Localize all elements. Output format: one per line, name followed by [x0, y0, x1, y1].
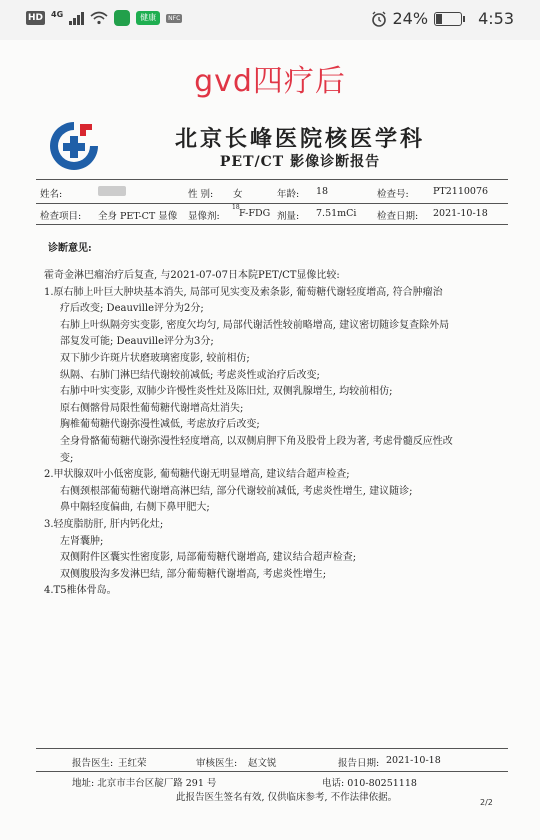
diagnosis-line: 4.T5椎体骨岛。 [44, 585, 117, 597]
diagnosis-line: 双侧附件区囊实性密度影, 局部葡萄糖代谢增高, 建议结合超声检查; [60, 552, 357, 564]
reporter-label: 报告医生: [72, 758, 114, 769]
sex-label: 性 别: [188, 189, 214, 200]
check-no-value: PT2110076 [433, 186, 489, 197]
agent-value: F-FDG [239, 208, 271, 219]
footer-rule [36, 748, 508, 749]
diagnosis-line: 右侧颈根部葡萄糖代谢增高淋巴结, 部分代谢较前减低, 考虑炎性增生, 建议随诊; [60, 485, 413, 497]
dose-label: 剂量: [277, 211, 300, 222]
date-value: 2021-10-18 [433, 208, 488, 219]
diagnosis-line: 1.原右肺上叶巨大肿块基本消失, 局部可见实变及索条影, 葡萄糖代谢轻度增高, 符合肿瘤治 [44, 286, 443, 298]
agent-label: 显像剂: [188, 211, 220, 222]
diagnosis-line: 鼻中隔轻度偏曲, 右侧下鼻甲肥大; [60, 502, 210, 514]
dose-value: 7.51mCi [316, 208, 357, 219]
redacted-name [98, 186, 126, 196]
clock: 4:53 [478, 9, 514, 28]
sex-value: 女 [233, 189, 243, 200]
diagnosis-line: 变; [60, 452, 74, 464]
signal-icon [69, 11, 84, 25]
hd-badge: HD [28, 13, 44, 23]
report-date-value: 2021-10-18 [386, 755, 441, 766]
reviewer-value: 赵文锐 [248, 758, 277, 769]
diagnosis-line: 疗后改变; Deauville评分为2分; [60, 303, 204, 315]
battery-percent: 24% [392, 9, 429, 28]
diagnosis-line: 霍奇金淋巴瘤治疗后复查, 与2021-07-07日本院PET/CT显像比较: [44, 270, 340, 281]
handwritten-note: gvd四疗后 [194, 64, 346, 99]
diagnosis-line: 部复发可能; Deauville评分为3分; [60, 336, 214, 348]
diagnosis-line: 胸椎葡萄糖代谢弥漫性减低, 考虑放疗后改变; [60, 419, 260, 431]
network-type: 4G [51, 9, 64, 19]
hospital-address: 地址: 北京市丰台区靛厂路 291 号 [72, 778, 217, 789]
alarm-icon [371, 11, 387, 27]
diagnosis-line: 3.轻度脂肪肝, 肝内钙化灶; [44, 518, 164, 530]
nfc-icon: NFC [168, 14, 181, 22]
diagnosis-line: 2.甲状腺双叶小低密度影, 葡萄糖代谢无明显增高, 建议结合超声检查; [44, 469, 350, 481]
info-rule-2 [36, 224, 508, 225]
page-number: 2/2 [480, 798, 493, 807]
diagnosis-label: 诊断意见: [48, 243, 92, 254]
battery-level [436, 14, 442, 24]
info-rule-1 [36, 203, 508, 204]
date-label: 检查日期: [377, 211, 419, 222]
wechat-app-icon [114, 10, 130, 26]
diagnosis-line: 左肾囊肿; [60, 535, 104, 547]
report-title: PET/CT 影像诊断报告 [219, 154, 381, 170]
age-label: 年龄: [277, 189, 300, 200]
check-no-label: 检查号: [377, 189, 409, 200]
diagnosis-line: 原右侧髂骨局限性葡萄糖代谢增高灶消失; [60, 402, 244, 414]
diagnosis-line: 双侧腹股沟多发淋巴结, 部分葡萄糖代谢增高, 考虑炎性增生; [60, 568, 327, 580]
hospital-phone: 电话: 010-80251118 [322, 778, 417, 789]
age-value: 18 [316, 186, 329, 197]
status-bar [0, 0, 540, 40]
diagnosis-body [44, 268, 504, 600]
battery-icon [434, 12, 462, 26]
diagnosis-line: 双下肺少许斑片状磨玻璃密度影, 较前相仿; [60, 352, 250, 364]
report-date-label: 报告日期: [338, 758, 380, 769]
diagnosis-line: 右肺中叶实变影, 双肺少许慢性炎性灶及陈旧灶, 双侧乳腺增生, 均较前相仿; [60, 386, 393, 398]
diagnosis-line: 全身骨骼葡萄糖代谢弥漫性轻度增高, 以双侧肩胛下角及股骨上段为著, 考虑骨髓反应性改 [60, 435, 453, 447]
status-right [371, 9, 515, 28]
hospital-logo-icon [46, 118, 102, 174]
agent-superscript: 18 [232, 204, 240, 211]
header-rule [36, 179, 508, 180]
status-left [26, 10, 182, 26]
report-disclaimer: 此报告医生签名有效, 仅供临床参考, 不作法律依据。 [176, 792, 398, 803]
wifi-icon [90, 11, 108, 25]
name-label: 姓名: [40, 189, 63, 200]
health-app-icon: 健康 [136, 11, 160, 25]
diagnosis-line: 纵隔、右肺门淋巴结代谢较前减低; 考虑炎性或治疗后改变; [60, 369, 320, 381]
reviewer-label: 审核医生: [196, 758, 238, 769]
item-label: 检查项目: [40, 211, 82, 222]
footer-rule-2 [36, 771, 508, 772]
reporter-value: 王红荣 [118, 758, 147, 769]
diagnosis-line: 右肺上叶纵隔旁实变影, 密度欠均匀, 局部代谢活性较前略增高, 建议密切随诊复查除外局 [60, 319, 450, 331]
hospital-name: 北京长峰医院核医学科 [174, 126, 425, 152]
item-value: 全身 PET-CT 显像 [98, 211, 178, 222]
